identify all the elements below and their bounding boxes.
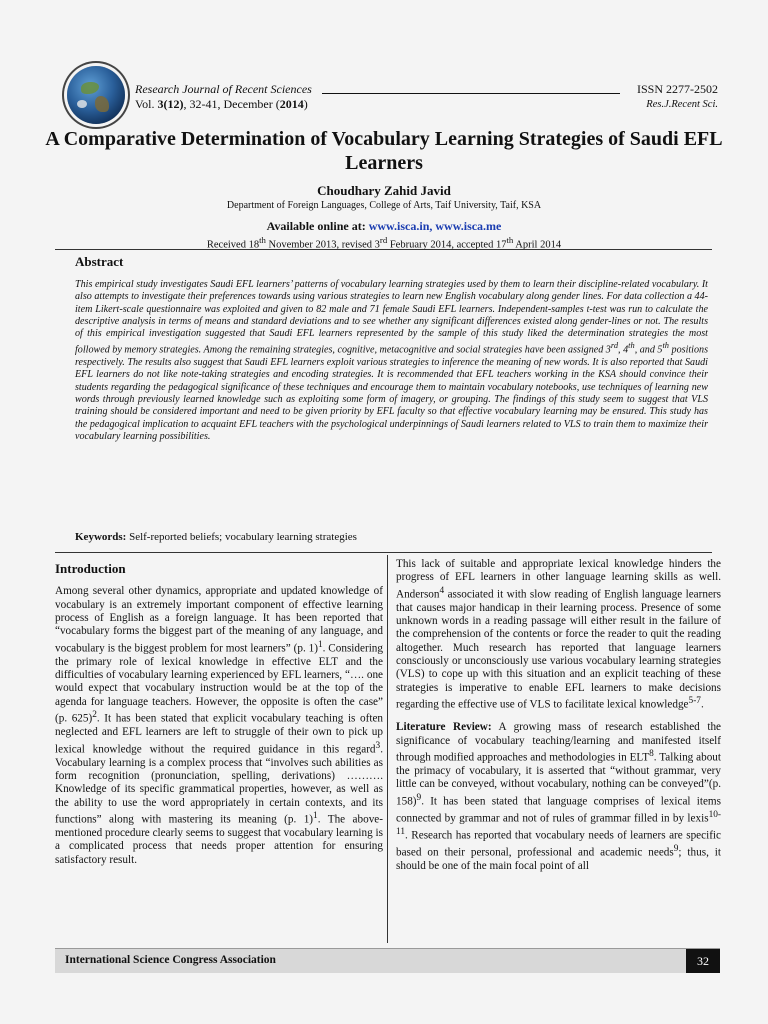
availability: Available online at: www.isca.in, www.isca.me bbox=[266, 219, 502, 233]
received-dates: Received 18th November 2013, revised 3rd February 2014, accepted 17th April 2014 bbox=[206, 235, 562, 251]
introduction-heading: Introduction bbox=[55, 561, 126, 576]
literature-review-label: Literature Review: bbox=[396, 721, 492, 734]
footer-bar bbox=[55, 948, 720, 973]
author: Choudhary Zahid Javid bbox=[317, 183, 451, 198]
journal-short-name: Res.J.Recent Sci. bbox=[646, 99, 718, 110]
left-column bbox=[55, 558, 383, 867]
column-divider bbox=[387, 555, 388, 943]
divider bbox=[55, 249, 712, 250]
journal-name: Research Journal of Recent Sciences bbox=[135, 82, 312, 96]
intro-paragraph: Among several other dynamics, appropriate and updated knowledge of vocabulary is an extremely important component of effective learning process of English as a foreign language. It has been reported that “vocabulary forms the biggest part of the meaning of any language, and vocabulary is the biggest problem for most learners” (p. 1)$^1$. Considering the primary role of lexical knowledge in effective ELT and the difficulties of vocabulary learning experienced by EFL learners, “…. one would expect that vocabulary instruction would be at the top of the agenda for language teachers. However, the opposite is often the case” (p. 625)$^2$. It has been stated that explicit vocabulary teaching is often neglected and EFL learners are left to struggle of their own to pick up lexical knowledge without the required guidance in this regard$^3$. Vocabulary learning is a complex process that “involves such abilities as form recognition (pronunciation, spelling, derivations) ………. Knowledge of its specific grammatical properties, however, as well as the ability to use the word appropriately in certain contexts, and its functions” along with mastering its meaning (p. 1)$^1$. The above-mentioned procedure clearly seems to suggest that vocabulary learning is a complicated process that needs proper attention for ensuring satisfactory result. bbox=[55, 585, 383, 866]
keywords: Keywords: Self-reported beliefs; vocabulary learning strategies bbox=[75, 531, 357, 543]
abstract-text: This empirical study investigates Saudi EFL learners’ patterns of vocabulary learning strategies used by them to learn their discipline-related vocabulary. It also attempts to investigate their preferences towards using various strategies to learn new English vocabulary along gender lines. For data collection a 44-item Likert-scale questionnaire was exploited and given to 82 male and 71 female Saudi EFL learners. Independent-samples t-test was run to calculate the descriptive analysis in terms of means and standard deviations and to see whether any significant differences existed along gender-lines or not. The results of this empirical investigation suggested that Saudi EFL learners represented by the sample of this study liked the determination strategies the most followed by memory strategies. Among the remaining strategies, cognitive, metacognitive and social strategies have been assigned 3rd, 4th, and 5th positions respectively. The results also suggest that Saudi EFL learners exploit various strategies to inference the meaning of new words. It is also reported that Saudi EFL learners do not like note-taking strategies and encoding strategies. It is recommended that EFL teachers working in the KSA should convince their students regarding the pedagogical significance of these techniques and encourage them to maintain vocabulary notebooks, use techniques of learning new words through previously learned knowledge such as exploiting some form of imagery, or grouping. The findings of this study seem to suggest that VLS training should be considered important and need to be given priority by EFL faculty so that effective vocabulary learning may be ensured. This study has the pedagogical implication to acquaint EFL teachers with the psychological underpinnings of Saudi learners related to VLS to train them to maximize their vocabulary learning possibilities. bbox=[75, 279, 709, 442]
page-number: 32 bbox=[686, 949, 720, 973]
literature-review-paragraph: Literature Review: A growing mass of research established the significance of vocabulary teaching/learning and manifested itself through modified approaches and methodologies in ELT$^8$. Talking about the primacy of vocabulary, it is asserted that “without grammar, very little can be conveyed, without vocabulary, nothing can be conveyed”(p. 158)$^9$. It has been stated that language comprises of lexical items connected by grammar and not of rules of grammar filled in by lexis$^{10-11}$. Research has reported that vocabulary needs of learners are specific based on their personal, professional and academic needs$^9$; thus, it should be one of the main focal point of all bbox=[396, 721, 722, 873]
paper-title: A Comparative Determination of Vocabulary Learning Strategies of Saudi EFL Learners bbox=[45, 128, 723, 174]
website-links[interactable]: www.isca.in, www.isca.me bbox=[368, 219, 502, 233]
journal-info bbox=[135, 82, 312, 112]
affiliation: Department of Foreign Languages, College of Arts, Taif University, Taif, KSA bbox=[226, 200, 542, 211]
issn-block bbox=[637, 82, 718, 112]
footer-organization: International Science Congress Association bbox=[65, 954, 276, 966]
right-column bbox=[396, 558, 721, 873]
issn: ISSN 2277-2502 bbox=[636, 82, 718, 96]
abstract-heading: Abstract bbox=[75, 254, 124, 269]
volume-line: Vol. 3(12), 32-41, December (2014) bbox=[135, 97, 308, 111]
body-paragraph: This lack of suitable and appropriate lexical knowledge hinders the progress of EFL learners in other language learning skills as well. Anderson$^4$ associated it with slow reading of English language learners that causes major handicap in their learning process. Presence of some unknown words in a reading passage will either result in the failure of the comprehension of the contents or force the reader to quit the reading altogether. Much research has reported that language learners consciously or unconsciously use various vocabulary learning strategies (VLS) to cope up with this situation and an explicit teaching of these strategies is imperative to enable EFL learners to make decisions regarding the effective use of VLS to facilitate lexical knowledge$^{5-7}$. bbox=[396, 558, 721, 711]
globe-logo-icon bbox=[67, 66, 125, 124]
divider bbox=[55, 552, 712, 553]
header-rule bbox=[322, 93, 620, 94]
